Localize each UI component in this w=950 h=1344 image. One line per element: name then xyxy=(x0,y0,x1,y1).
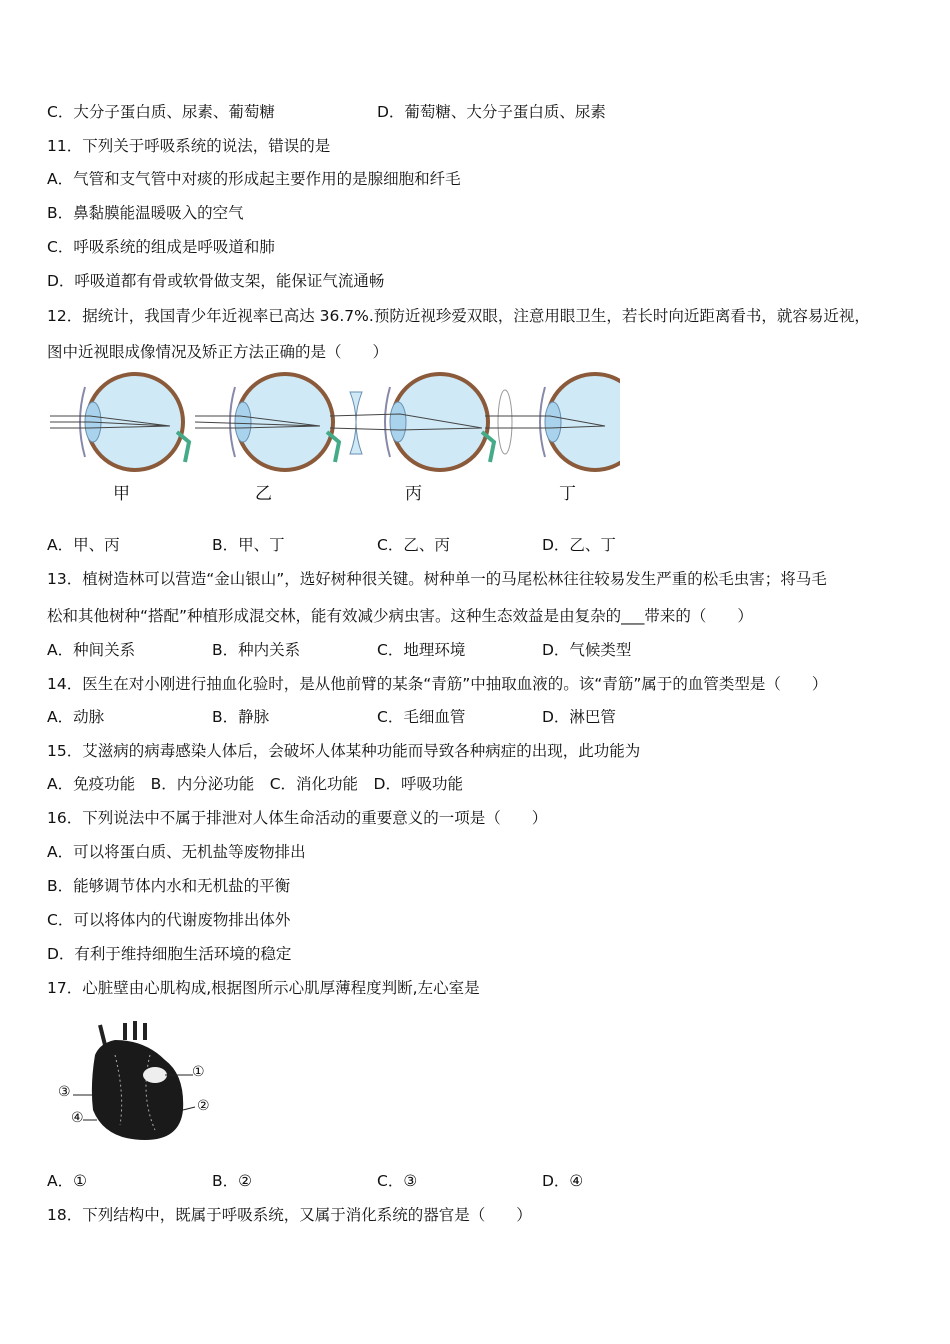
eye-label-jia: 甲 xyxy=(113,484,130,504)
q18-stem: 18．下列结构中，既属于呼吸系统，又属于消化系统的器官是（ ） xyxy=(47,1206,532,1224)
q12-stem-line1: 12．据统计，我国青少年近视率已高达 36.7%.预防近视珍爱双眼，注意用眼卫生，若长时向近距离看书，就容易近视， xyxy=(47,307,870,325)
q16-option-a: A．可以将蛋白质、无机盐等废物排出 xyxy=(47,843,306,861)
option-d: D．淋巴管 xyxy=(542,708,616,726)
q14-stem: 14．医生在对小刚进行抽血化验时，是从他前臂的某条“青筋”中抽取血液的。该“青筋”属于的血管类型是（ ） xyxy=(47,675,828,693)
eye-label-yi: 乙 xyxy=(255,484,272,504)
heart-marker-4: ④ xyxy=(71,1110,84,1126)
option-c: C．毛细血管 xyxy=(377,708,466,726)
eye-label-ding: 丁 xyxy=(559,484,576,504)
option-b: B．② xyxy=(212,1172,253,1190)
eye-jia xyxy=(50,374,189,470)
eye-yi xyxy=(195,374,339,470)
eye-bing-concave-lens xyxy=(330,374,494,470)
option-a: A．种间关系 xyxy=(47,641,136,659)
q13-stem-line1: 13．植树造林可以营造“金山银山”，选好树种很关键。树种单一的马尾松林往往较易发生严重的松毛虫害；将马毛 xyxy=(47,570,827,588)
q16-option-b: B．能够调节体内水和无机盐的平衡 xyxy=(47,877,291,895)
option-d: D．葡萄糖、大分子蛋白质、尿素 xyxy=(377,103,606,121)
q16-option-c: C．可以将体内的代谢废物排出体外 xyxy=(47,911,291,929)
option-d: D．④ xyxy=(542,1172,584,1190)
q15-stem: 15．艾滋病的病毒感染人体后，会破坏人体某种功能而导致各种病症的出现，此功能为 xyxy=(47,742,641,760)
option-a: A．① xyxy=(47,1172,87,1190)
option-c: C．大分子蛋白质、尿素、葡萄糖 xyxy=(47,103,275,121)
q11-option-b: B．鼻黏膜能温暖吸入的空气 xyxy=(47,204,244,222)
option-a: A．甲、丙 xyxy=(47,536,120,554)
eye-ding-convex-lens xyxy=(485,374,620,470)
q13-stem-line2: 松和其他树种“搭配”种植形成混交林，能有效减少病虫害。这种生态效益是由复杂的___带来的（ ） xyxy=(47,607,753,625)
eye-label-bing: 丙 xyxy=(405,484,422,504)
heart-marker-3: ③ xyxy=(58,1084,71,1100)
q15-options: A．免疫功能 B．内分泌功能 C．消化功能 D．呼吸功能 xyxy=(47,775,463,793)
option-b: B．甲、丁 xyxy=(212,536,285,554)
q11-option-d: D．呼吸道都有骨或软骨做支架，能保证气流通畅 xyxy=(47,272,385,290)
option-c: C．乙、丙 xyxy=(377,536,450,554)
heart-marker-2: ② xyxy=(197,1098,210,1114)
option-b: B．种内关系 xyxy=(212,641,301,659)
q12-stem-line2: 图中近视眼成像情况及矫正方法正确的是（ ） xyxy=(47,343,389,361)
eye-diagrams-figure xyxy=(50,372,620,477)
q16-option-d: D．有利于维持细胞生活环境的稳定 xyxy=(47,945,292,963)
q11-option-a: A．气管和支气管中对痰的形成起主要作用的是腺细胞和纤毛 xyxy=(47,170,461,188)
option-d: D．乙、丁 xyxy=(542,536,616,554)
option-d: D．气候类型 xyxy=(542,641,632,659)
option-c: C．地理环境 xyxy=(377,641,466,659)
heart-marker-1: ① xyxy=(192,1064,205,1080)
option-a: A．动脉 xyxy=(47,708,105,726)
q11-stem: 11．下列关于呼吸系统的说法，错误的是 xyxy=(47,137,331,155)
option-b: B．静脉 xyxy=(212,708,270,726)
q11-option-c: C．呼吸系统的组成是呼吸道和肺 xyxy=(47,238,275,256)
q16-stem: 16．下列说法中不属于排泄对人体生命活动的重要意义的一项是（ ） xyxy=(47,809,548,827)
option-c: C．③ xyxy=(377,1172,418,1190)
q17-stem: 17．心脏壁由心肌构成,根据图所示心肌厚薄程度判断,左心室是 xyxy=(47,979,480,997)
